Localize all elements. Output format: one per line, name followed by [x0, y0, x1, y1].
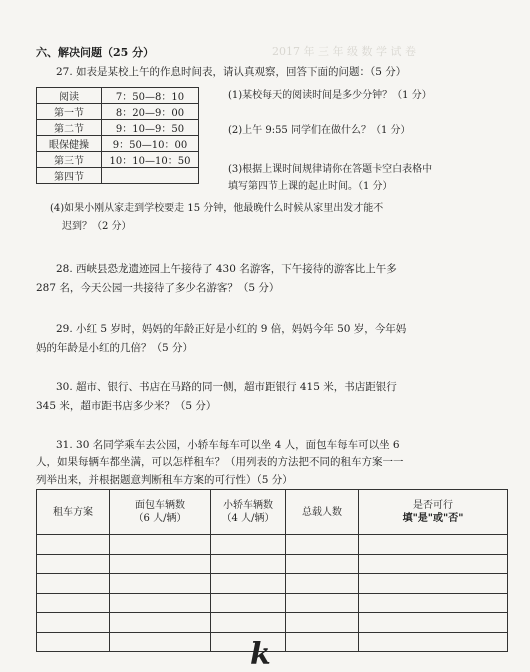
- plan-row: [37, 632, 508, 652]
- schedule-row: [37, 152, 199, 168]
- schedule-name: 第一节: [37, 104, 102, 120]
- schedule-row: [37, 168, 199, 184]
- rental-plan-table: [36, 489, 508, 652]
- plan-header-row: [37, 490, 508, 535]
- plan-cell[interactable]: [37, 574, 110, 594]
- plan-cell[interactable]: [359, 535, 508, 555]
- header-car-a: 小轿车辆数: [223, 500, 273, 511]
- plan-cell[interactable]: [110, 613, 211, 633]
- plan-cell[interactable]: [286, 593, 359, 613]
- plan-row: [37, 535, 508, 555]
- plan-cell[interactable]: [211, 535, 286, 555]
- plan-row: [37, 613, 508, 633]
- header-van-a: 面包车辆数: [135, 500, 185, 511]
- plan-cell[interactable]: [359, 554, 508, 574]
- plan-cell[interactable]: [286, 574, 359, 594]
- plan-row: [37, 574, 508, 594]
- plan-cell[interactable]: [37, 535, 110, 555]
- schedule-time: 8：20—9：00: [102, 104, 199, 120]
- schedule-name: 眼保健操: [37, 136, 102, 152]
- plan-cell[interactable]: [286, 554, 359, 574]
- schedule-name: 第三节: [37, 152, 102, 168]
- q28-line2: 287 名，今天公园一共接待了多少名游客？（5 分）: [36, 282, 280, 294]
- q30-line1: 30. 超市、银行、书店在马路的同一侧，超市距银行 415 米，书店距银行: [56, 381, 397, 393]
- plan-cell[interactable]: [37, 632, 110, 652]
- plan-row: [37, 593, 508, 613]
- plan-cell[interactable]: [286, 535, 359, 555]
- plan-cell[interactable]: [286, 632, 359, 652]
- schedule-row: [37, 120, 199, 136]
- plan-row: [37, 554, 508, 574]
- plan-cell[interactable]: [211, 632, 286, 652]
- schedule-time-blank[interactable]: [102, 168, 199, 184]
- schedule-name: 第四节: [37, 168, 102, 184]
- q31-line2: 人，如果每辆车都坐满，可以怎样租车？（用列表的方法把不同的租车方案一一: [36, 456, 404, 468]
- q30-line2: 345 米，超市距书店多少米？（5 分）: [36, 400, 217, 412]
- schedule-time: 9：50—10：00: [102, 136, 199, 152]
- schedule-row: [37, 136, 199, 152]
- q27-sub2: (2)上午 9:55 同学们在做什么？（1 分）: [228, 125, 411, 136]
- plan-cell[interactable]: [37, 554, 110, 574]
- plan-cell[interactable]: [110, 593, 211, 613]
- q27-sub4-line2: 迟到？（2 分）: [62, 221, 132, 232]
- plan-cell[interactable]: [37, 613, 110, 633]
- header-plan: 租车方案: [37, 490, 110, 535]
- plan-cell[interactable]: [211, 574, 286, 594]
- schedule-time: 9：10—9：50: [102, 120, 199, 136]
- q27-sub3-line2: 填写第四节上课的起止时间。（1 分）: [228, 181, 393, 192]
- header-car: [211, 490, 286, 535]
- schedule-time: 7：50—8：10: [102, 88, 199, 104]
- plan-cell[interactable]: [286, 613, 359, 633]
- header-feasible-b: 填"是"或"否": [402, 513, 464, 524]
- schedule-row: [37, 88, 199, 104]
- header-feasible-a: 是否可行: [413, 500, 453, 511]
- header-car-b: （4 人/辆）: [221, 513, 275, 524]
- q28-line1: 28. 西峡县恐龙遗迹园上午接待了 430 名游客，下午接待的游客比上午多: [56, 263, 397, 275]
- q29-line2: 妈的年龄是小红的几倍？（5 分）: [36, 342, 194, 354]
- q27-sub4-line1: (4)如果小刚从家走到学校要走 15 分钟，他最晚什么时候从家里出发才能不: [50, 203, 384, 214]
- plan-cell[interactable]: [211, 613, 286, 633]
- schedule-name: 第二节: [37, 120, 102, 136]
- schedule-row: [37, 104, 199, 120]
- header-van: [110, 490, 211, 535]
- q31-line1: 31. 30 名同学乘车去公园，小轿车每车可以坐 4 人，面包车每车可以坐 6: [56, 439, 400, 451]
- plan-cell[interactable]: [359, 574, 508, 594]
- plan-cell[interactable]: [359, 632, 508, 652]
- plan-cell[interactable]: [110, 632, 211, 652]
- plan-cell[interactable]: [359, 613, 508, 633]
- plan-cell[interactable]: [211, 593, 286, 613]
- q29-line1: 29. 小红 5 岁时，妈妈的年龄正好是小红的 9 倍，妈妈今年 50 岁，今年妈: [56, 323, 407, 335]
- q27-intro: 27. 如表是某校上午的作息时间表，请认真观察，回答下面的问题：（5 分）: [56, 66, 407, 78]
- plan-cell[interactable]: [110, 574, 211, 594]
- plan-cell[interactable]: [211, 554, 286, 574]
- q27-sub1: (1)某校每天的阅读时间是多少分钟？（1 分）: [228, 90, 432, 101]
- footer-mark: k: [250, 637, 271, 672]
- schedule-name: 阅读: [37, 88, 102, 104]
- plan-cell[interactable]: [110, 535, 211, 555]
- header-total: 总载人数: [286, 490, 359, 535]
- plan-cell[interactable]: [110, 554, 211, 574]
- q27-sub3-line1: (3)根据上课时间规律请你在答题卡空白表格中: [228, 164, 433, 175]
- header-feasible: [359, 490, 508, 535]
- header-van-b: （6 人/辆）: [133, 513, 187, 524]
- schedule-time: 10：10—10：50: [102, 152, 199, 168]
- q31-line3: 列举出来，并根据题意判断租车方案的可行性）（5 分）: [36, 474, 293, 486]
- plan-cell[interactable]: [359, 593, 508, 613]
- plan-cell[interactable]: [37, 593, 110, 613]
- section-title: 六、解决问题（25 分）: [36, 46, 155, 59]
- schedule-table: [36, 87, 199, 184]
- faint-header: 2017 年 三 年 级 数 学 试 卷: [272, 45, 416, 58]
